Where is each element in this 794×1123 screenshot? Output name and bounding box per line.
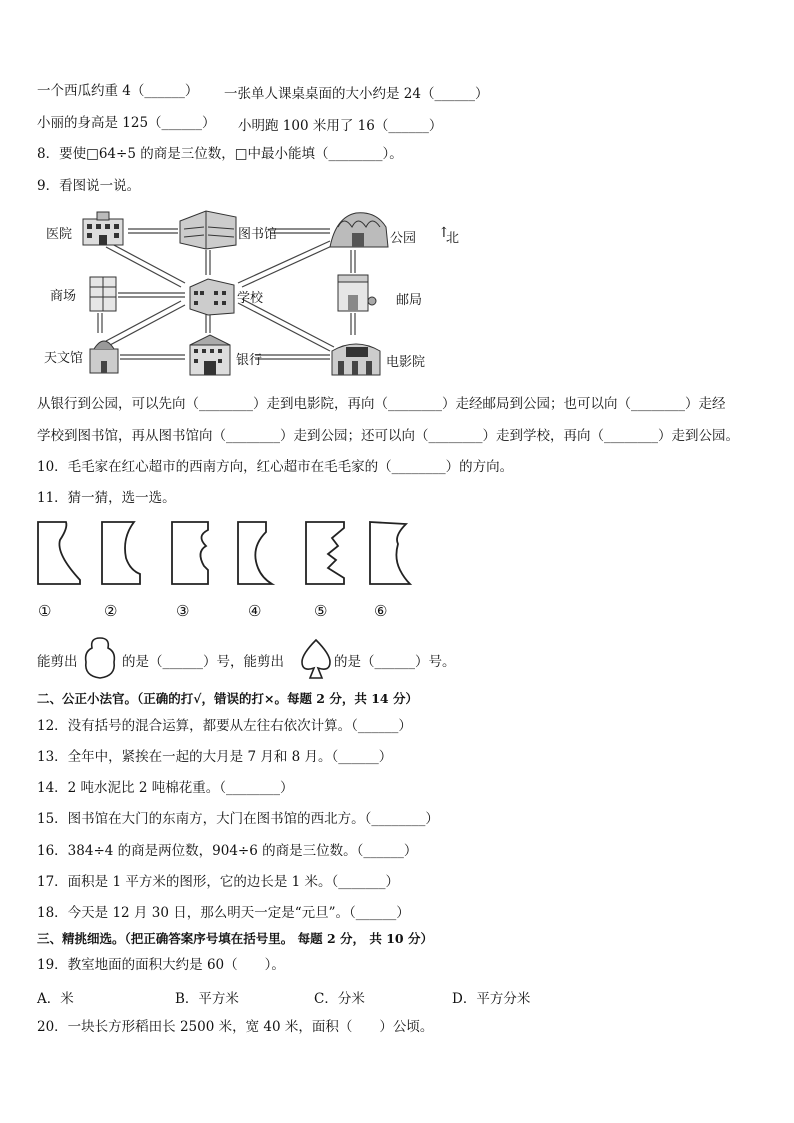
post-office-building-icon	[334, 271, 378, 313]
observatory-building-icon	[84, 331, 124, 375]
shape-label-6: ⑥	[374, 602, 388, 620]
q11-answer-part-1: 能剪出	[37, 654, 78, 670]
section-2-heading: 二、公正小法官。（正确的打√，错误的打×。每题 2 分，共 14 分）	[37, 691, 418, 706]
question-8: 8．要使□64÷5 的商是三位数，□中最小能填（________）。	[37, 146, 403, 162]
q7-line-a: 一个西瓜约重 4（______）	[37, 83, 199, 99]
mall-building-icon	[84, 273, 120, 313]
shape-2	[102, 522, 140, 584]
shape-3	[172, 522, 208, 584]
label-library: 图书馆	[238, 227, 278, 242]
label-hospital: 医院	[46, 227, 73, 242]
shape-5	[306, 522, 344, 584]
q7-line-b: 一张单人课桌桌面的大小约是 24（______）	[224, 86, 489, 102]
q11-answer-part-2: 的是（______）号，能剪出	[122, 654, 284, 670]
school-building-icon	[186, 275, 238, 317]
label-observatory: 天文馆	[44, 351, 84, 366]
park-icon	[326, 207, 392, 251]
bank-building-icon	[186, 333, 234, 377]
q9-text-line-2: 学校到图书馆，再从图书馆向（________）走到公园；还可以向（________）走到学校，再向（________）走到公园。	[37, 428, 739, 444]
hospital-building-icon	[80, 211, 126, 247]
question-16: 16．384÷4 的商是两位数，904÷6 的商是三位数。（______）	[37, 843, 418, 859]
question-11: 11．猜一猜，选一选。	[37, 490, 176, 506]
question-10: 10．毛毛家在红心超市的西南方向，红心超市在毛毛家的（________）的方向。	[37, 459, 514, 475]
question-19: 19．教室地面的面积大约是 60（ ）。	[37, 957, 285, 973]
label-school: 学校	[237, 291, 264, 306]
label-mall: 商场	[50, 289, 77, 304]
shape-6	[370, 522, 410, 584]
q9-text-line-1: 从银行到公园，可以先向（________）走到电影院，再向（________）走经邮局到公园；也可以向（________）走经	[37, 396, 726, 412]
shape-label-5: ⑤	[314, 602, 328, 620]
shape-1	[38, 522, 80, 584]
q7-line-d: 小明跑 100 米用了 16（______）	[238, 118, 443, 134]
question-9: 9．看图说一说。	[37, 178, 141, 194]
question-12: 12．没有括号的混合运算，都要从左往右依次计算。（______）	[37, 718, 412, 734]
q19-option-c: C．分米	[314, 991, 365, 1007]
shape-label-4: ④	[248, 602, 262, 620]
label-post-office: 邮局	[396, 293, 423, 308]
spade-shape-icon	[298, 638, 334, 682]
label-bank: 银行	[236, 353, 263, 368]
shape-4	[238, 522, 272, 584]
shape-label-3: ③	[176, 602, 190, 620]
q19-option-d: D．平方分米	[452, 991, 531, 1007]
question-14: 14．2 吨水泥比 2 吨棉花重。（________）	[37, 780, 294, 796]
shape-label-1: ①	[38, 602, 52, 620]
shape-label-2: ②	[104, 602, 118, 620]
folded-paper-shapes	[36, 518, 416, 588]
question-20: 20．一块长方形稻田长 2500 米，宽 40 米，面积（ ）公顷。	[37, 1019, 434, 1035]
label-park: 公园	[390, 231, 417, 246]
direction-map	[40, 205, 470, 385]
q11-answer-part-3: 的是（______）号。	[334, 654, 456, 670]
question-13: 13．全年中，紧挨在一起的大月是 7 月和 8 月。（______）	[37, 749, 393, 765]
q19-option-b: B．平方米	[175, 991, 239, 1007]
label-cinema: 电影院	[386, 355, 426, 370]
question-18: 18．今天是 12 月 30 日，那么明天一定是“元旦”。（______）	[37, 905, 410, 921]
label-north: 北	[446, 231, 460, 246]
north-arrow-icon: ↑	[438, 225, 450, 241]
q7-line-c: 小丽的身高是 125（______）	[37, 115, 216, 131]
library-building-icon	[176, 207, 240, 251]
section-3-heading: 三、精挑细选。（把正确答案序号填在括号里。 每题 2 分， 共 10 分）	[37, 931, 433, 946]
cinema-building-icon	[328, 333, 384, 379]
q19-option-a: A．米	[37, 991, 74, 1007]
question-17: 17．面积是 1 平方米的图形，它的边长是 1 米。（_______）	[37, 874, 400, 890]
question-15: 15．图书馆在大门的东南方，大门在图书馆的西北方。（________）	[37, 811, 439, 827]
gourd-shape-icon	[80, 636, 120, 680]
